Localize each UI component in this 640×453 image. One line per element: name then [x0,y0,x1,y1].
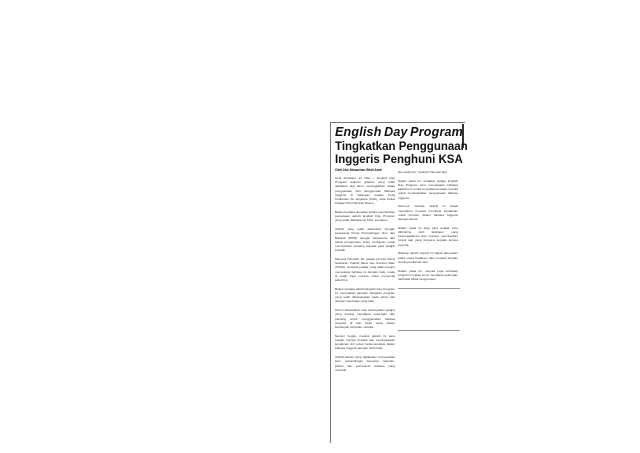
headline-word: English [335,125,382,139]
paragraph: Aktiviti yang telah dijalankan dengan kerjasama Pusat Pertandingan Ilmu dan Bahasa (PPIB) dengan kerjasama dari pihak pengurusan kolej, bertujuan untuk memberikan peluang kepada para pelajar berlatih. [335,227,395,253]
byline: Oleh Nur Musarhan Binti Amir [335,168,382,172]
paragraph: lain pada diri,” tambah Hamzah lagi. [398,170,448,174]
paragraph: Dalam pada itu juga para pelajar turut dibimbing oleh fasilitator yang berpengalaman dan mampu memberikan tunjuk ajar yang berguna kepada semua peserta. [398,225,458,247]
headline-line-3: Inggeris Penghuni KSA [335,154,463,166]
column-rule [398,288,460,289]
paragraph: Dalam pada itu, mereka juga berharap program ini akan terus mendapat sokongan daripada pihak pengurusan. [398,268,458,282]
paragraph: Kota Kinabalu, 21 Mac. – English Day Program anjuran jabatan yang telah diadakan lagi demi meningkatkan tahap penguasaan dan penggunaan Bahasa Inggeris di kalangan pelajar Kolej Kediaman Sri Angkasa (KSA), kata Ketua Pelajar KSA Hamzah Rosmi. [335,176,395,206]
headline-line-2: Tingkatkan Penggunaan [335,141,468,153]
paragraph: Beliau berkata aktiviti English Day Program ini merupakan lanjutan daripada program yang telah dilaksanakan pada tahun lalu dengan sambutan yang baik. [335,286,395,304]
paragraph: Hal ini disebabkan oleh kebanyakan pelajar yang kurang mendapat sokongan dan peluang untuk menggunakan bahasa tersebut di luar kelas serta dalam kehidupan seharian mereka. [335,308,395,330]
paragraph: Menurut mereka, aktiviti ini dapat membantu mereka membina keyakinan untuk bertutur dalam bahasa Inggeris dengan lancar. [398,204,458,222]
article-column-left [335,176,395,438]
article-column-right [398,170,458,370]
paragraph: Diharap aktiviti seperti ini dapat diteruskan pada masa hadapan dan menjadi amalan di kolej kediaman lain. [398,251,458,264]
column-rule [398,330,460,331]
headline-word: Program [410,125,463,139]
paragraph: Menurut Hamzah, 20, pelajar jurusan Sains Sekitaran, Fakulti Sains dan Sumber Alam (FSSA), terdapat pelajar yang tidak mampu menguasai bahasa ini dengan baik, maka ia wajib bagi mereka untuk menyertai aktiviti ini. [335,257,395,283]
headline-word: Day [384,125,408,139]
paragraph: Dalam pada itu, terdapat pelajar English Day Program turut menyatakan bahawa aktiviti ini memberi manfaat kepada mereka untuk meningkatkan penguasaan bahasa Inggeris. [398,178,458,200]
paragraph: Aktiviti-aktiviti yang dijalankan termasuklah kuiz, pertandingan bercerita, lakonan, pidato dan permainan bahasa yang menarik. [335,355,395,372]
paragraph: Beliau berkata demikian ketika memberikan penjelasan aktiviti English Day Program yang telah diadakan di KSA, semalam. [335,210,395,223]
paragraph: Namun begitu, melalui aktiviti ini para pelajar mampu berlatih dan meningkatkan keyakinan diri untuk berkomunikasi dalam bahasa Inggeris dengan lebih baik. [335,333,395,351]
headline-line-1 [335,126,463,139]
